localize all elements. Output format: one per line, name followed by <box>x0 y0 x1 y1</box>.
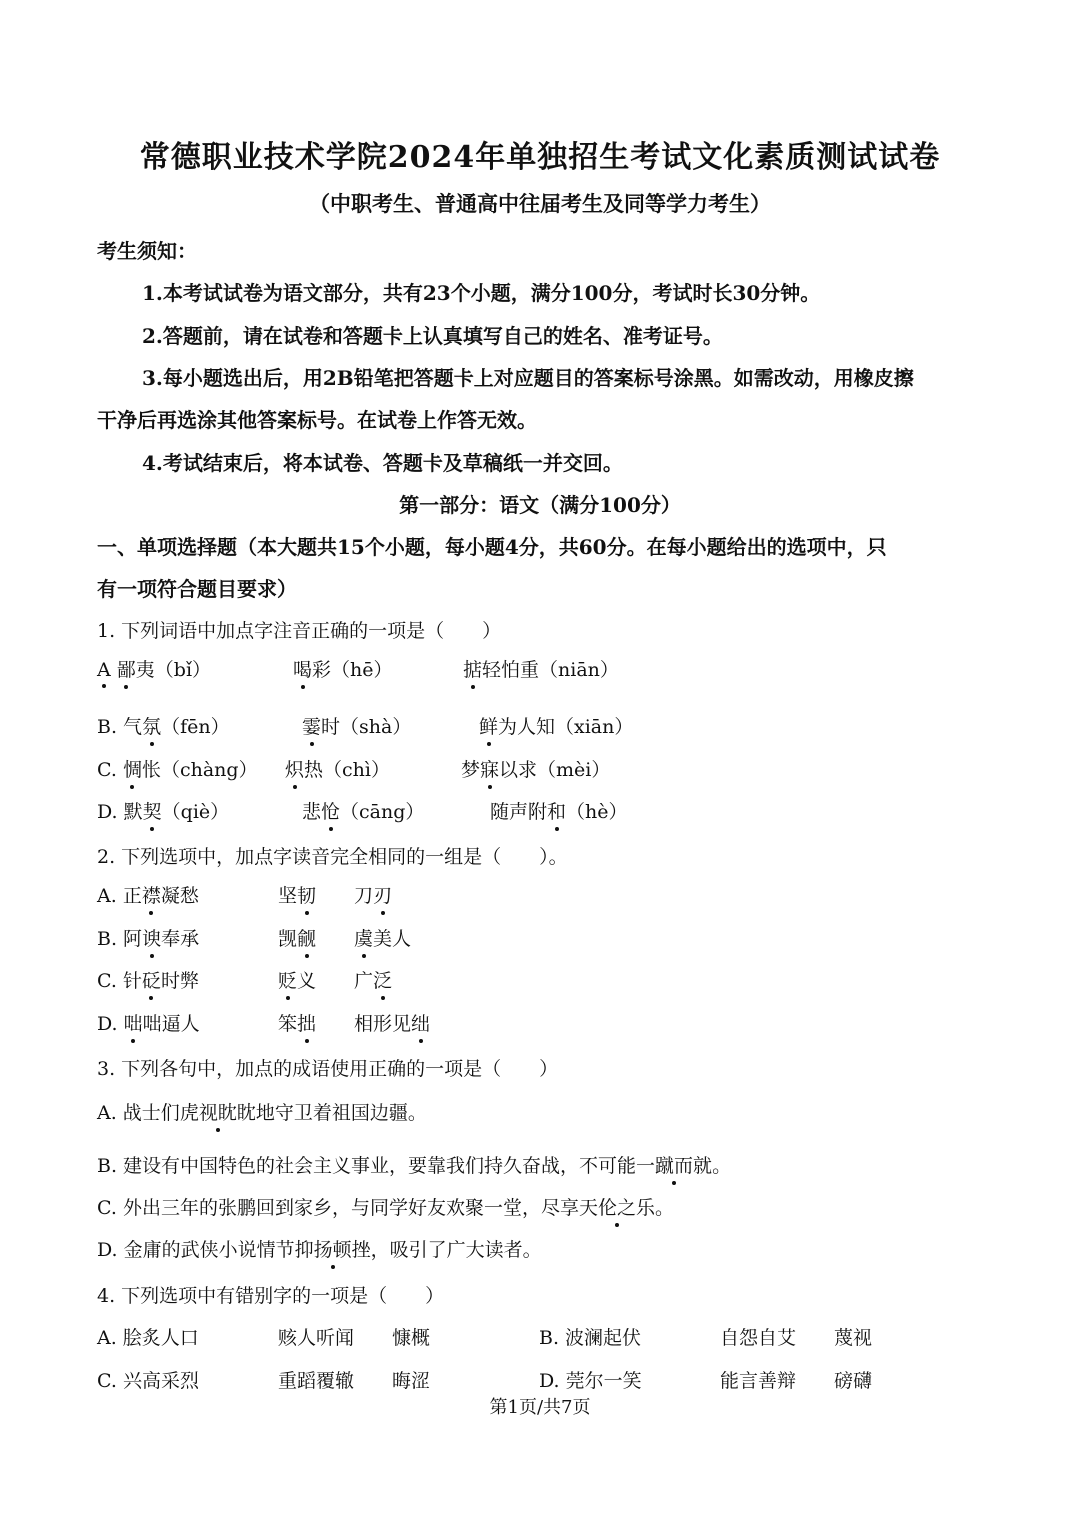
q1-option-b-word-2: 霎时（shà） <box>302 712 411 739</box>
q2-option-c-word-3: 广泛 <box>354 966 392 993</box>
page-number: 第1页/共7页 <box>489 1397 591 1418</box>
q4-option-c-word-1: C. 兴高采烈 <box>97 1370 199 1392</box>
question-2-stem: 2. 下列选项中，加点字读音完全相同的一组是（ ）。 <box>97 846 568 868</box>
q1-option-a-word-2: 喝彩（hē） <box>293 655 393 682</box>
q1-option-c: C. 惆怅（chàng） <box>97 755 258 782</box>
question-1-stem: 1. 下列词语中加点字注音正确的一项是（ ） <box>97 620 502 642</box>
q3-option-a: A. 战士们虎视眈眈地守卫着祖国边疆。 <box>97 1098 427 1125</box>
q4-option-a-word-3: 慷概 <box>392 1327 431 1349</box>
question-3-stem: 3. 下列各句中，加点的成语使用正确的一项是（ ） <box>97 1058 559 1080</box>
notice-heading: 考生须知： <box>97 239 197 263</box>
q4-option-a-word-1: A. 脍炙人口 <box>97 1327 199 1349</box>
exam-subtitle: （中职考生、普通高中往届考生及同等学力考生） <box>309 191 771 216</box>
q1-option-b-word-3: 鲜为人知（xiān） <box>479 712 633 739</box>
q2-option-b-word-2: 觊觎 <box>278 924 316 951</box>
q2-option-d: D. 咄咄逼人 <box>97 1009 200 1036</box>
section-heading: 一、单项选择题（本大题共15个小题，每小题4分，共60分。在每小题给出的选项中，只 <box>97 535 887 559</box>
notice-item-2: 2.答题前，请在试卷和答题卡上认真填写自己的姓名、准考证号。 <box>142 324 723 348</box>
q4-option-b-word-2: 自怨自艾 <box>720 1327 797 1349</box>
q4-option-a-word-2: 赅人听闻 <box>278 1327 355 1349</box>
q2-option-a-word-3: 刀刃 <box>354 881 392 908</box>
question-4-stem: 4. 下列选项中有错别字的一项是（ ） <box>97 1285 445 1307</box>
q1-option-a: A 鄙夷（bǐ） <box>97 655 211 682</box>
q4-option-b-word-3: 蔑视 <box>834 1327 873 1349</box>
q1-option-b: B. 气氛（fēn） <box>97 712 230 739</box>
q2-option-c: C. 针砭时弊 <box>97 966 199 993</box>
q4-option-d-word-3: 磅礴 <box>834 1370 873 1392</box>
notice-item-1: 1.本考试试卷为语文部分，共有23个小题，满分100分，考试时长30分钟。 <box>142 281 821 305</box>
notice-item-3-continued: 干净后再选涂其他答案标号。在试卷上作答无效。 <box>97 408 537 432</box>
q2-option-b-word-3: 虞美人 <box>354 924 411 951</box>
q1-option-d-word-3: 随声附和（hè） <box>490 797 628 824</box>
section-heading-continued: 有一项符合题目要求） <box>97 577 297 601</box>
q4-option-b-word-1: B. 波澜起伏 <box>539 1327 642 1349</box>
q4-option-c-word-3: 晦涩 <box>392 1370 431 1392</box>
exam-title: 常德职业技术学院2024年单独招生考试文化素质测试试卷 <box>139 140 941 175</box>
q1-option-d: D. 默契（qiè） <box>97 797 229 824</box>
q1-option-d-word-2: 悲怆（cāng） <box>302 797 424 824</box>
q2-option-b: B. 阿谀奉承 <box>97 924 199 951</box>
q3-option-d: D. 金庸的武侠小说情节抑扬顿挫，吸引了广大读者。 <box>97 1235 542 1262</box>
q2-option-a: A. 正襟凝愁 <box>97 881 199 908</box>
q4-option-c-word-2: 重蹈覆辙 <box>278 1370 355 1392</box>
q4-option-d-word-1: D. 莞尔一笑 <box>539 1370 642 1392</box>
q1-option-c-word-3: 梦寐以求（mèi） <box>461 755 610 782</box>
notice-item-4: 4.考试结束后，将本试卷、答题卡及草稿纸一并交回。 <box>142 451 623 475</box>
q3-option-c: C. 外出三年的张鹏回到家乡，与同学好友欢聚一堂，尽享天伦之乐。 <box>97 1193 674 1220</box>
q2-option-d-word-2: 笨拙 <box>278 1009 316 1036</box>
part-title: 第一部分：语文（满分100分） <box>399 493 681 517</box>
q2-option-a-word-2: 坚韧 <box>278 881 316 908</box>
q2-option-c-word-2: 贬义 <box>278 966 316 993</box>
q4-option-d-word-2: 能言善辩 <box>720 1370 797 1392</box>
q1-option-c-word-2: 炽热（chì） <box>285 755 390 782</box>
notice-item-3: 3.每小题选出后，用2B铅笔把答题卡上对应题目的答案标号涂黑。如需改动，用橡皮擦 <box>142 366 914 390</box>
q3-option-b: B. 建设有中国特色的社会主义事业，要靠我们持久奋战，不可能一蹴而就。 <box>97 1151 731 1178</box>
q2-option-d-word-3: 相形见绌 <box>354 1009 430 1036</box>
q1-option-a-word-3: 掂轻怕重（niān） <box>463 655 619 682</box>
